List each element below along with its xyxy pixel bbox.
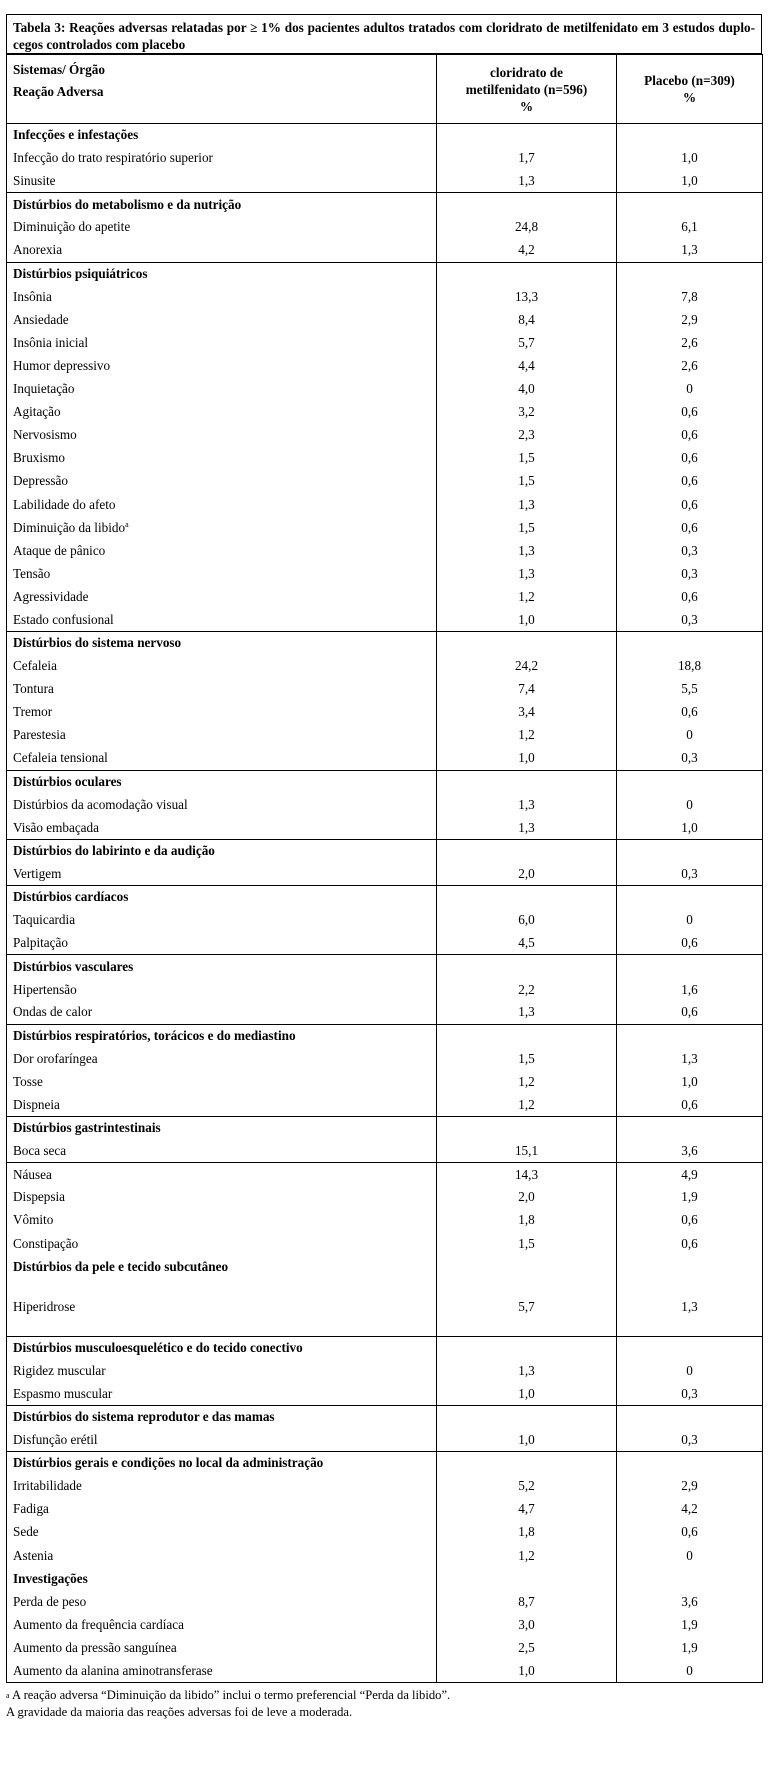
section-title: Distúrbios respiratórios, torácicos e do mediastino — [7, 1024, 437, 1047]
placebo-percent: 0 — [617, 1359, 763, 1382]
empty-cell — [437, 839, 617, 862]
empty-cell — [437, 1255, 617, 1278]
methylphenidate-percent: 1,5 — [437, 1047, 617, 1070]
table-row — [7, 978, 763, 1001]
table-row — [7, 1544, 763, 1567]
placebo-percent: 0,6 — [617, 424, 763, 447]
section-header-row — [7, 193, 763, 216]
section-header-row — [7, 632, 763, 655]
empty-cell — [617, 955, 763, 978]
methylphenidate-percent: 2,0 — [437, 1186, 617, 1209]
methylphenidate-percent: 1,2 — [437, 1093, 617, 1116]
section-title: Distúrbios da pele e tecido subcutâneo — [7, 1255, 437, 1278]
empty-cell — [437, 1452, 617, 1475]
reaction-name: Infecção do trato respiratório superior — [7, 147, 437, 170]
table-row — [7, 1047, 763, 1070]
reaction-name: Constipação — [7, 1232, 437, 1255]
table-row — [7, 1163, 763, 1186]
methylphenidate-percent: 1,3 — [437, 539, 617, 562]
table-row — [7, 678, 763, 701]
header-placebo: Placebo (n=309) % — [617, 55, 763, 124]
reaction-name: Vertigem — [7, 863, 437, 886]
methylphenidate-percent: 24,2 — [437, 655, 617, 678]
table-row — [7, 354, 763, 377]
methylphenidate-percent: 1,0 — [437, 1660, 617, 1683]
placebo-percent: 0,3 — [617, 1429, 763, 1452]
section-title: Infecções e infestações — [7, 124, 437, 147]
section-header-row — [7, 1255, 763, 1278]
table-row — [7, 655, 763, 678]
table-row — [7, 585, 763, 608]
methylphenidate-percent: 2,0 — [437, 863, 617, 886]
empty-cell — [437, 1405, 617, 1428]
placebo-percent: 5,5 — [617, 678, 763, 701]
empty-cell — [437, 632, 617, 655]
reaction-name: Humor depressivo — [7, 354, 437, 377]
table-row — [7, 724, 763, 747]
reaction-name: Tosse — [7, 1070, 437, 1093]
adverse-reactions-table — [6, 54, 763, 1683]
reaction-name: Palpitação — [7, 932, 437, 955]
header-methylphenidate: cloridrato de metilfenidato (n=596) % — [437, 55, 617, 124]
reaction-name: Anorexia — [7, 239, 437, 262]
section-title: Distúrbios oculares — [7, 770, 437, 793]
section-header-row — [7, 1452, 763, 1475]
table-row — [7, 239, 763, 262]
reaction-name: Aumento da frequência cardíaca — [7, 1613, 437, 1636]
table-row — [7, 285, 763, 308]
reaction-name: Diminuição da libido$^a$ — [7, 516, 437, 539]
table-row — [7, 562, 763, 585]
placebo-percent: 0,6 — [617, 1209, 763, 1232]
placebo-percent: 1,0 — [617, 1070, 763, 1093]
reaction-name: Bruxismo — [7, 447, 437, 470]
table-row — [7, 1070, 763, 1093]
methylphenidate-percent: 8,7 — [437, 1590, 617, 1613]
methylphenidate-percent: 1,3 — [437, 562, 617, 585]
table-row — [7, 170, 763, 193]
empty-cell — [617, 262, 763, 285]
methylphenidate-percent: 4,0 — [437, 378, 617, 401]
table-row — [7, 447, 763, 470]
empty-cell — [437, 955, 617, 978]
methylphenidate-percent: 8,4 — [437, 308, 617, 331]
reaction-name: Disfunção erétil — [7, 1429, 437, 1452]
table-row — [7, 863, 763, 886]
methylphenidate-percent: 1,0 — [437, 608, 617, 631]
methylphenidate-percent: 1,5 — [437, 1232, 617, 1255]
placebo-percent: 2,9 — [617, 1475, 763, 1498]
reaction-name: Agitação — [7, 401, 437, 424]
reaction-name: Cefaleia tensional — [7, 747, 437, 770]
table-row — [7, 1498, 763, 1521]
reaction-name: Náusea — [7, 1163, 437, 1186]
table-row — [7, 793, 763, 816]
placebo-percent: 1,9 — [617, 1636, 763, 1659]
methylphenidate-percent: 2,5 — [437, 1636, 617, 1659]
methylphenidate-percent: 1,3 — [437, 793, 617, 816]
methylphenidate-percent: 4,7 — [437, 1498, 617, 1521]
empty-cell — [617, 886, 763, 909]
methylphenidate-percent: 4,2 — [437, 239, 617, 262]
methylphenidate-percent: 5,7 — [437, 331, 617, 354]
header-system-organ: Sistemas/ Órgão Reação Adversa — [7, 55, 437, 124]
reaction-name: Distúrbios da acomodação visual — [7, 793, 437, 816]
table-row — [7, 1232, 763, 1255]
placebo-percent: 0 — [617, 1544, 763, 1567]
reaction-name: Cefaleia — [7, 655, 437, 678]
section-header-row — [7, 886, 763, 909]
section-title: Distúrbios gerais e condições no local da administração — [7, 1452, 437, 1475]
reaction-name: Sinusite — [7, 170, 437, 193]
empty-cell — [617, 1024, 763, 1047]
empty-cell — [617, 1117, 763, 1140]
empty-cell — [617, 770, 763, 793]
methylphenidate-percent: 1,5 — [437, 470, 617, 493]
table-row — [7, 1613, 763, 1636]
placebo-percent: 0,6 — [617, 1232, 763, 1255]
table-row — [7, 1209, 763, 1232]
table-row — [7, 701, 763, 724]
methylphenidate-percent: 2,2 — [437, 978, 617, 1001]
placebo-percent: 0,6 — [617, 701, 763, 724]
placebo-percent: 0,6 — [617, 516, 763, 539]
reaction-name: Ataque de pânico — [7, 539, 437, 562]
placebo-percent: 0,6 — [617, 493, 763, 516]
table-row — [7, 816, 763, 839]
placebo-percent: 0 — [617, 724, 763, 747]
placebo-percent: 1,9 — [617, 1613, 763, 1636]
reaction-name: Hiperidrose — [7, 1278, 437, 1336]
reaction-name: Visão embaçada — [7, 816, 437, 839]
placebo-percent: 2,9 — [617, 308, 763, 331]
empty-cell — [437, 124, 617, 147]
section-header-row — [7, 839, 763, 862]
section-title: Distúrbios musculoesquelético e do tecido conectivo — [7, 1336, 437, 1359]
section-header-row — [7, 1405, 763, 1428]
reaction-name: Insônia — [7, 285, 437, 308]
table-row — [7, 1590, 763, 1613]
section-header-row — [7, 1024, 763, 1047]
placebo-percent: 4,2 — [617, 1498, 763, 1521]
section-header-row — [7, 1567, 763, 1590]
empty-cell — [437, 1336, 617, 1359]
empty-cell — [617, 1336, 763, 1359]
table-row — [7, 1429, 763, 1452]
placebo-percent: 0 — [617, 378, 763, 401]
placebo-percent: 4,9 — [617, 1163, 763, 1186]
methylphenidate-percent: 1,0 — [437, 1382, 617, 1405]
reaction-name: Dispepsia — [7, 1186, 437, 1209]
placebo-percent: 0,3 — [617, 539, 763, 562]
table-row — [7, 1140, 763, 1163]
placebo-percent: 1,0 — [617, 816, 763, 839]
section-header-row — [7, 1117, 763, 1140]
placebo-percent: 0,3 — [617, 863, 763, 886]
placebo-percent: 1,0 — [617, 170, 763, 193]
reaction-name: Estado confusional — [7, 608, 437, 631]
methylphenidate-percent: 1,2 — [437, 1070, 617, 1093]
section-header-row — [7, 262, 763, 285]
methylphenidate-percent: 1,3 — [437, 816, 617, 839]
section-header-row — [7, 1336, 763, 1359]
placebo-percent: 0 — [617, 909, 763, 932]
placebo-percent: 1,3 — [617, 1047, 763, 1070]
reaction-name: Tensão — [7, 562, 437, 585]
reaction-name: Vômito — [7, 1209, 437, 1232]
placebo-percent: 0,3 — [617, 608, 763, 631]
table-row — [7, 1475, 763, 1498]
table-row — [7, 1382, 763, 1405]
reaction-name: Inquietação — [7, 378, 437, 401]
empty-cell — [437, 1117, 617, 1140]
table-row — [7, 308, 763, 331]
reaction-name: Boca seca — [7, 1140, 437, 1163]
reaction-name: Hipertensão — [7, 978, 437, 1001]
table-row — [7, 424, 763, 447]
reaction-name: Labilidade do afeto — [7, 493, 437, 516]
table-row — [7, 909, 763, 932]
methylphenidate-percent: 1,0 — [437, 1429, 617, 1452]
reaction-name: Tontura — [7, 678, 437, 701]
placebo-percent: 3,6 — [617, 1590, 763, 1613]
placebo-percent: 0,6 — [617, 401, 763, 424]
placebo-percent: 18,8 — [617, 655, 763, 678]
reaction-name: Agressividade — [7, 585, 437, 608]
placebo-percent: 0,6 — [617, 470, 763, 493]
placebo-percent: 1,0 — [617, 147, 763, 170]
section-title: Distúrbios cardíacos — [7, 886, 437, 909]
table-row — [7, 1521, 763, 1544]
reaction-name: Astenia — [7, 1544, 437, 1567]
placebo-percent: 0,6 — [617, 932, 763, 955]
methylphenidate-percent: 6,0 — [437, 909, 617, 932]
reaction-name: Perda de peso — [7, 1590, 437, 1613]
table-row — [7, 378, 763, 401]
table-row — [7, 401, 763, 424]
reaction-name: Ondas de calor — [7, 1001, 437, 1024]
methylphenidate-percent: 4,4 — [437, 354, 617, 377]
section-title: Distúrbios vasculares — [7, 955, 437, 978]
methylphenidate-percent: 5,7 — [437, 1278, 617, 1336]
placebo-percent: 0,6 — [617, 1521, 763, 1544]
methylphenidate-percent: 1,8 — [437, 1209, 617, 1232]
placebo-percent: 2,6 — [617, 331, 763, 354]
methylphenidate-percent: 1,3 — [437, 493, 617, 516]
placebo-percent: 0,3 — [617, 562, 763, 585]
empty-cell — [617, 124, 763, 147]
methylphenidate-percent: 24,8 — [437, 216, 617, 239]
table-row — [7, 747, 763, 770]
footnote-marker: a — [6, 1691, 10, 1701]
methylphenidate-percent: 1,2 — [437, 585, 617, 608]
reaction-name: Insônia inicial — [7, 331, 437, 354]
table-row — [7, 331, 763, 354]
placebo-percent: 1,3 — [617, 239, 763, 262]
empty-cell — [437, 770, 617, 793]
placebo-percent: 3,6 — [617, 1140, 763, 1163]
methylphenidate-percent: 15,1 — [437, 1140, 617, 1163]
methylphenidate-percent: 1,0 — [437, 747, 617, 770]
reaction-name: Taquicardia — [7, 909, 437, 932]
table-row — [7, 1660, 763, 1683]
section-title: Distúrbios psiquiátricos — [7, 262, 437, 285]
table-row — [7, 1359, 763, 1382]
placebo-percent: 0,6 — [617, 1001, 763, 1024]
table-row — [7, 1636, 763, 1659]
reaction-name: Nervosismo — [7, 424, 437, 447]
table-row — [7, 470, 763, 493]
reaction-name: Diminuição do apetite — [7, 216, 437, 239]
table-row — [7, 932, 763, 955]
placebo-percent: 0 — [617, 793, 763, 816]
empty-cell — [617, 632, 763, 655]
section-title: Distúrbios do sistema nervoso — [7, 632, 437, 655]
reaction-name: Depressão — [7, 470, 437, 493]
table-row — [7, 1093, 763, 1116]
placebo-percent: 0,3 — [617, 747, 763, 770]
table-row — [7, 608, 763, 631]
section-header-row — [7, 124, 763, 147]
empty-cell — [617, 193, 763, 216]
methylphenidate-percent: 7,4 — [437, 678, 617, 701]
empty-cell — [437, 886, 617, 909]
methylphenidate-percent: 13,3 — [437, 285, 617, 308]
reaction-name: Parestesia — [7, 724, 437, 747]
footnote-marker: a — [125, 519, 129, 529]
placebo-percent: 1,3 — [617, 1278, 763, 1336]
methylphenidate-percent: 14,3 — [437, 1163, 617, 1186]
reaction-name: Ansiedade — [7, 308, 437, 331]
table-caption: Tabela 3: Reações adversas relatadas por ≥ 1% dos pacientes adultos tratados com cloridrato de metilfenidato em 3 estudos duplo-cegos controlados com placebo — [6, 14, 762, 54]
empty-cell — [437, 1024, 617, 1047]
reaction-name: Espasmo muscular — [7, 1382, 437, 1405]
empty-cell — [617, 1405, 763, 1428]
section-title: Investigações — [7, 1567, 437, 1590]
footnote-libido: $^a$ A reação adversa “Diminuição da libido” inclui o termo preferencial “Perda da libido”. — [6, 1688, 451, 1703]
methylphenidate-percent: 1,5 — [437, 516, 617, 539]
table-row — [7, 1001, 763, 1024]
placebo-percent: 0,3 — [617, 1382, 763, 1405]
empty-cell — [437, 193, 617, 216]
reaction-name: Sede — [7, 1521, 437, 1544]
methylphenidate-percent: 3,0 — [437, 1613, 617, 1636]
placebo-percent: 0,6 — [617, 1093, 763, 1116]
section-header-row — [7, 955, 763, 978]
section-title: Distúrbios gastrintestinais — [7, 1117, 437, 1140]
placebo-percent: 1,9 — [617, 1186, 763, 1209]
section-header-row — [7, 770, 763, 793]
methylphenidate-percent: 1,3 — [437, 1001, 617, 1024]
methylphenidate-percent: 1,2 — [437, 1544, 617, 1567]
reaction-name: Tremor — [7, 701, 437, 724]
methylphenidate-percent: 1,2 — [437, 724, 617, 747]
methylphenidate-percent: 3,2 — [437, 401, 617, 424]
table-header-row — [7, 55, 763, 124]
reaction-name: Irritabilidade — [7, 1475, 437, 1498]
methylphenidate-percent: 3,4 — [437, 701, 617, 724]
section-title: Distúrbios do labirinto e da audição — [7, 839, 437, 862]
methylphenidate-percent: 2,3 — [437, 424, 617, 447]
placebo-percent: 0,6 — [617, 585, 763, 608]
methylphenidate-percent: 1,7 — [437, 147, 617, 170]
methylphenidate-percent: 5,2 — [437, 1475, 617, 1498]
table-row — [7, 1186, 763, 1209]
empty-cell — [437, 262, 617, 285]
placebo-percent: 6,1 — [617, 216, 763, 239]
placebo-percent: 0 — [617, 1660, 763, 1683]
table-row — [7, 539, 763, 562]
empty-cell — [617, 1255, 763, 1278]
footnote-severity: A gravidade da maioria das reações adversas foi de leve a moderada. — [6, 1705, 353, 1720]
table-row — [7, 147, 763, 170]
empty-cell — [437, 1567, 617, 1590]
empty-cell — [617, 1452, 763, 1475]
placebo-percent: 7,8 — [617, 285, 763, 308]
reaction-name: Dispneia — [7, 1093, 437, 1116]
reaction-name: Dor orofaríngea — [7, 1047, 437, 1070]
methylphenidate-percent: 4,5 — [437, 932, 617, 955]
placebo-percent: 2,6 — [617, 354, 763, 377]
section-title: Distúrbios do metabolismo e da nutrição — [7, 193, 437, 216]
reaction-name: Aumento da alanina aminotransferase — [7, 1660, 437, 1683]
placebo-percent: 1,6 — [617, 978, 763, 1001]
reaction-name: Rigidez muscular — [7, 1359, 437, 1382]
adverse-reactions-document — [6, 14, 762, 1721]
footnotes — [6, 1687, 762, 1721]
reaction-name: Fadiga — [7, 1498, 437, 1521]
table-row — [7, 216, 763, 239]
methylphenidate-percent: 1,3 — [437, 1359, 617, 1382]
table-row — [7, 493, 763, 516]
empty-cell — [617, 839, 763, 862]
placebo-percent: 0,6 — [617, 447, 763, 470]
methylphenidate-percent: 1,8 — [437, 1521, 617, 1544]
empty-cell — [617, 1567, 763, 1590]
methylphenidate-percent: 1,3 — [437, 170, 617, 193]
section-title: Distúrbios do sistema reprodutor e das mamas — [7, 1405, 437, 1428]
table-row — [7, 1278, 763, 1336]
reaction-name: Aumento da pressão sanguínea — [7, 1636, 437, 1659]
methylphenidate-percent: 1,5 — [437, 447, 617, 470]
table-row — [7, 516, 763, 539]
